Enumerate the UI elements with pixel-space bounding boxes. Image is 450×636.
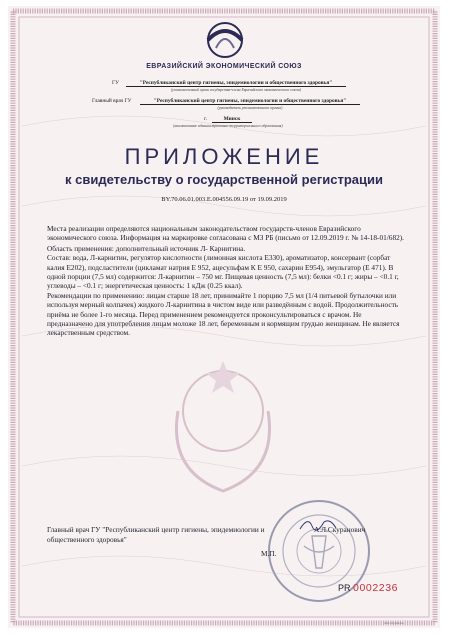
body-paragraph-scope: Область применения: дополнительный источник Л- Карнитина.: [47, 243, 246, 253]
document-body: [47, 224, 407, 338]
doctor-prefix: Главный врач ГУ: [92, 98, 132, 104]
union-name: ЕВРАЗИЙСКИЙ ЭКОНОМИЧЕСКИЙ СОЮЗ: [146, 63, 302, 70]
serial-number: [338, 582, 398, 594]
serial-prefix: PR: [338, 583, 351, 593]
printer-footnote: ОАО «Лудпечать»: [384, 622, 404, 625]
serial-digits: 0002236: [353, 582, 399, 594]
doctor-note: (руководитель уполномоченного органа): [217, 106, 283, 110]
doctor-org: "Республиканский центр гигиены, эпидемиологии и общественного здоровья": [140, 98, 360, 105]
city-name: Минск: [212, 116, 252, 123]
body-paragraph-composition: Состав: вода, Л-карнитин, регулятор кислотности (лимонная кислота Е330), ароматизатор, консервант (сорбат калия Е202), подсластители (цикламат натрия Е 952, ацесульфам К Е 950, сахарин Е954), эмульгатор (Е 471). В одной порции (7,5 мл) содержится: Л-карнитин – 750 мг. Пищевая ценность (7,5 мл): белки <0.1 г; жиры – <0.1 г, углеводы – <0.1 г; энергетическая ценность: 1 кДж (0.25 ккал).: [47, 253, 399, 291]
authority-name: "Республиканский центр гигиены, эпидемиологии и общественного здоровья": [126, 80, 346, 87]
city-prefix: г.: [204, 116, 207, 122]
signer-title: Главный врач ГУ "Республиканский центр гигиены, эпидемиологии и общественного здоровья": [47, 525, 265, 544]
eaeu-emblem-icon: [194, 18, 256, 60]
seal-mark: М.П.: [261, 549, 277, 558]
document-subtitle: к свидетельству о государственной регистрации: [65, 172, 383, 187]
body-paragraph-markets: Места реализации определяются национальным законодательством государств-членов Евразийского экономического союза. Информация на маркировке согласована с МЗ РБ (письмо от 12.09.2019 г. № 14-18-01/682).: [47, 224, 405, 243]
city-note: (наименование административно-территориального образования): [173, 124, 283, 128]
registration-number: BY.70.06.01.003.E.004556.09.19 от 19.09.2019: [161, 196, 287, 203]
document-title: ПРИЛОЖЕНИЕ: [124, 144, 324, 169]
authority-prefix: ГУ: [112, 80, 119, 86]
signer-name: А.Л.Скуранович: [314, 525, 366, 534]
certificate-sheet: [8, 6, 440, 628]
body-paragraph-recommendations: Рекомендации по применению: лицам старше 18 лет, принимайте 1 порцию 7,5 мл (1/4 питьевой бутылочки или используя мерный колпачек) жидкого Л-карнитина в чистом виде или разведённым с водой. Продолжительность приёма не более 1-го месяца. Перед применением рекомендуется проконсультироваться с врачом. Не предназначено для употребления лицам моложе 18 лет, беременным и кормящим грудью женщинам. Не является лекарственным средством.: [47, 290, 400, 338]
authority-note: (уполномоченный орган государства-члена Евразийского экономического союза): [170, 88, 302, 92]
belarus-emblem-icon: [158, 341, 288, 501]
